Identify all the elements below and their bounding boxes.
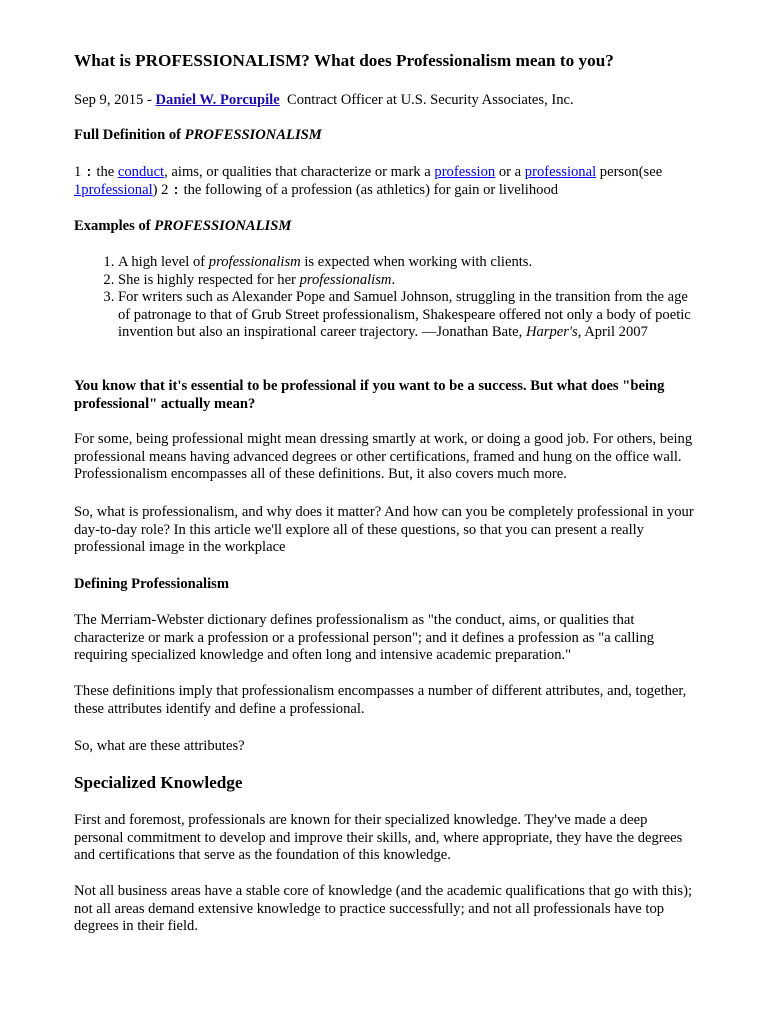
example-emphasis: Harper's bbox=[525, 324, 578, 341]
paragraph-1: For some, being professional might mean dressing smartly at work, or doing a good job. For others, being professional means having advanced degrees or other certifications, framed and hung on the office wall. Professionalism encompasses all of these definitions. But, it also covers much more. bbox=[74, 431, 693, 483]
byline-date: Sep 9, 2015 - bbox=[74, 92, 156, 108]
byline bbox=[74, 92, 698, 110]
author-link[interactable]: Daniel W. Porcupile bbox=[155, 92, 280, 108]
page-title: What is PROFESSIONALISM? What does Professionalism mean to you? bbox=[74, 51, 614, 70]
definition-text: the following of a profession (as athletics) for gain or livelihood bbox=[179, 181, 559, 198]
byline-role: Contract Officer at U.S. Security Associates, Inc. bbox=[286, 92, 574, 108]
list-item bbox=[118, 272, 698, 290]
full-definition-heading-prefix: Full Definition of bbox=[74, 127, 185, 143]
example-emphasis: professionalism bbox=[299, 271, 392, 288]
example-text: A high level of bbox=[118, 254, 209, 270]
conduct-link[interactable]: conduct bbox=[117, 164, 165, 180]
paragraph-3: The Merriam-Webster dictionary defines professionalism as "the conduct, aims, or qualities that characterize or mark a profession or a professional person"; and it defines a profession as "a calling requiring specialized knowledge and often long and intensive academic preparation." bbox=[74, 612, 655, 664]
1professional-link[interactable]: 1professional bbox=[74, 181, 153, 198]
paragraph-7: Not all business areas have a stable core of knowledge (and the academic qualifications that go with this); not all areas demand extensive knowledge to practice successfully; and not all professionals have top degrees in their field. bbox=[74, 883, 693, 935]
full-definition-heading bbox=[74, 127, 698, 145]
examples-heading-term: PROFESSIONALISM bbox=[154, 218, 292, 234]
paragraph-4: These definitions imply that professionalism encompasses a number of different attributes, and, together, these attributes identify and define a professional. bbox=[74, 683, 687, 717]
definition-colon-1: : bbox=[84, 165, 93, 180]
full-definition-heading-term: PROFESSIONALISM bbox=[184, 127, 322, 143]
professional-link[interactable]: professional bbox=[524, 164, 597, 180]
profession-link[interactable]: profession bbox=[434, 164, 496, 180]
lead-question: You know that it's essential to be professional if you want to be a success. But what does "being professional" actually mean? bbox=[74, 378, 665, 412]
example-text: For writers such as Alexander Pope and Samuel Johnson, struggling in the transition from the age of patronage to that of Grub Street professionalism, Shakespeare offered not only a body of poetic invention but also an inspirational career trajectory. —Jonathan Bate, bbox=[118, 289, 691, 341]
paragraph-6: First and foremost, professionals are known for their specialized knowledge. They've made a deep personal commitment to develop and improve their skills, and, where appropriate, they have the degrees and certifications that serve as the foundation of this knowledge. bbox=[74, 812, 683, 864]
example-emphasis: professionalism bbox=[208, 254, 301, 270]
specialized-knowledge-heading: Specialized Knowledge bbox=[74, 773, 243, 792]
list-item bbox=[118, 289, 698, 342]
example-text: , April 2007 bbox=[577, 324, 648, 341]
example-text: . bbox=[391, 271, 396, 288]
definition-text: person(see bbox=[596, 164, 663, 180]
definition-text: , aims, or qualities that characterize or mark a bbox=[164, 164, 435, 180]
paragraph-5: So, what are these attributes? bbox=[74, 738, 245, 754]
example-text: is expected when working with clients. bbox=[300, 254, 533, 270]
definition-colon-2: : bbox=[172, 182, 180, 198]
defining-professionalism-heading: Defining Professionalism bbox=[74, 576, 229, 592]
definition-text: ) 2 bbox=[152, 181, 169, 198]
example-text: She is highly respected for her bbox=[118, 271, 300, 288]
definition-text: the bbox=[92, 164, 118, 180]
examples-list bbox=[74, 254, 698, 342]
definition-number-1: 1 bbox=[74, 164, 82, 180]
definition-paragraph bbox=[74, 164, 698, 199]
definition-text: or a bbox=[495, 164, 525, 180]
examples-heading-prefix: Examples of bbox=[74, 218, 155, 234]
examples-heading bbox=[74, 218, 698, 236]
list-item bbox=[118, 254, 698, 272]
paragraph-2: So, what is professionalism, and why does it matter? And how can you be completely professional in your day-to-day role? In this article we'll explore all of these questions, so that you can present a really professional image in the workplace bbox=[74, 504, 694, 556]
